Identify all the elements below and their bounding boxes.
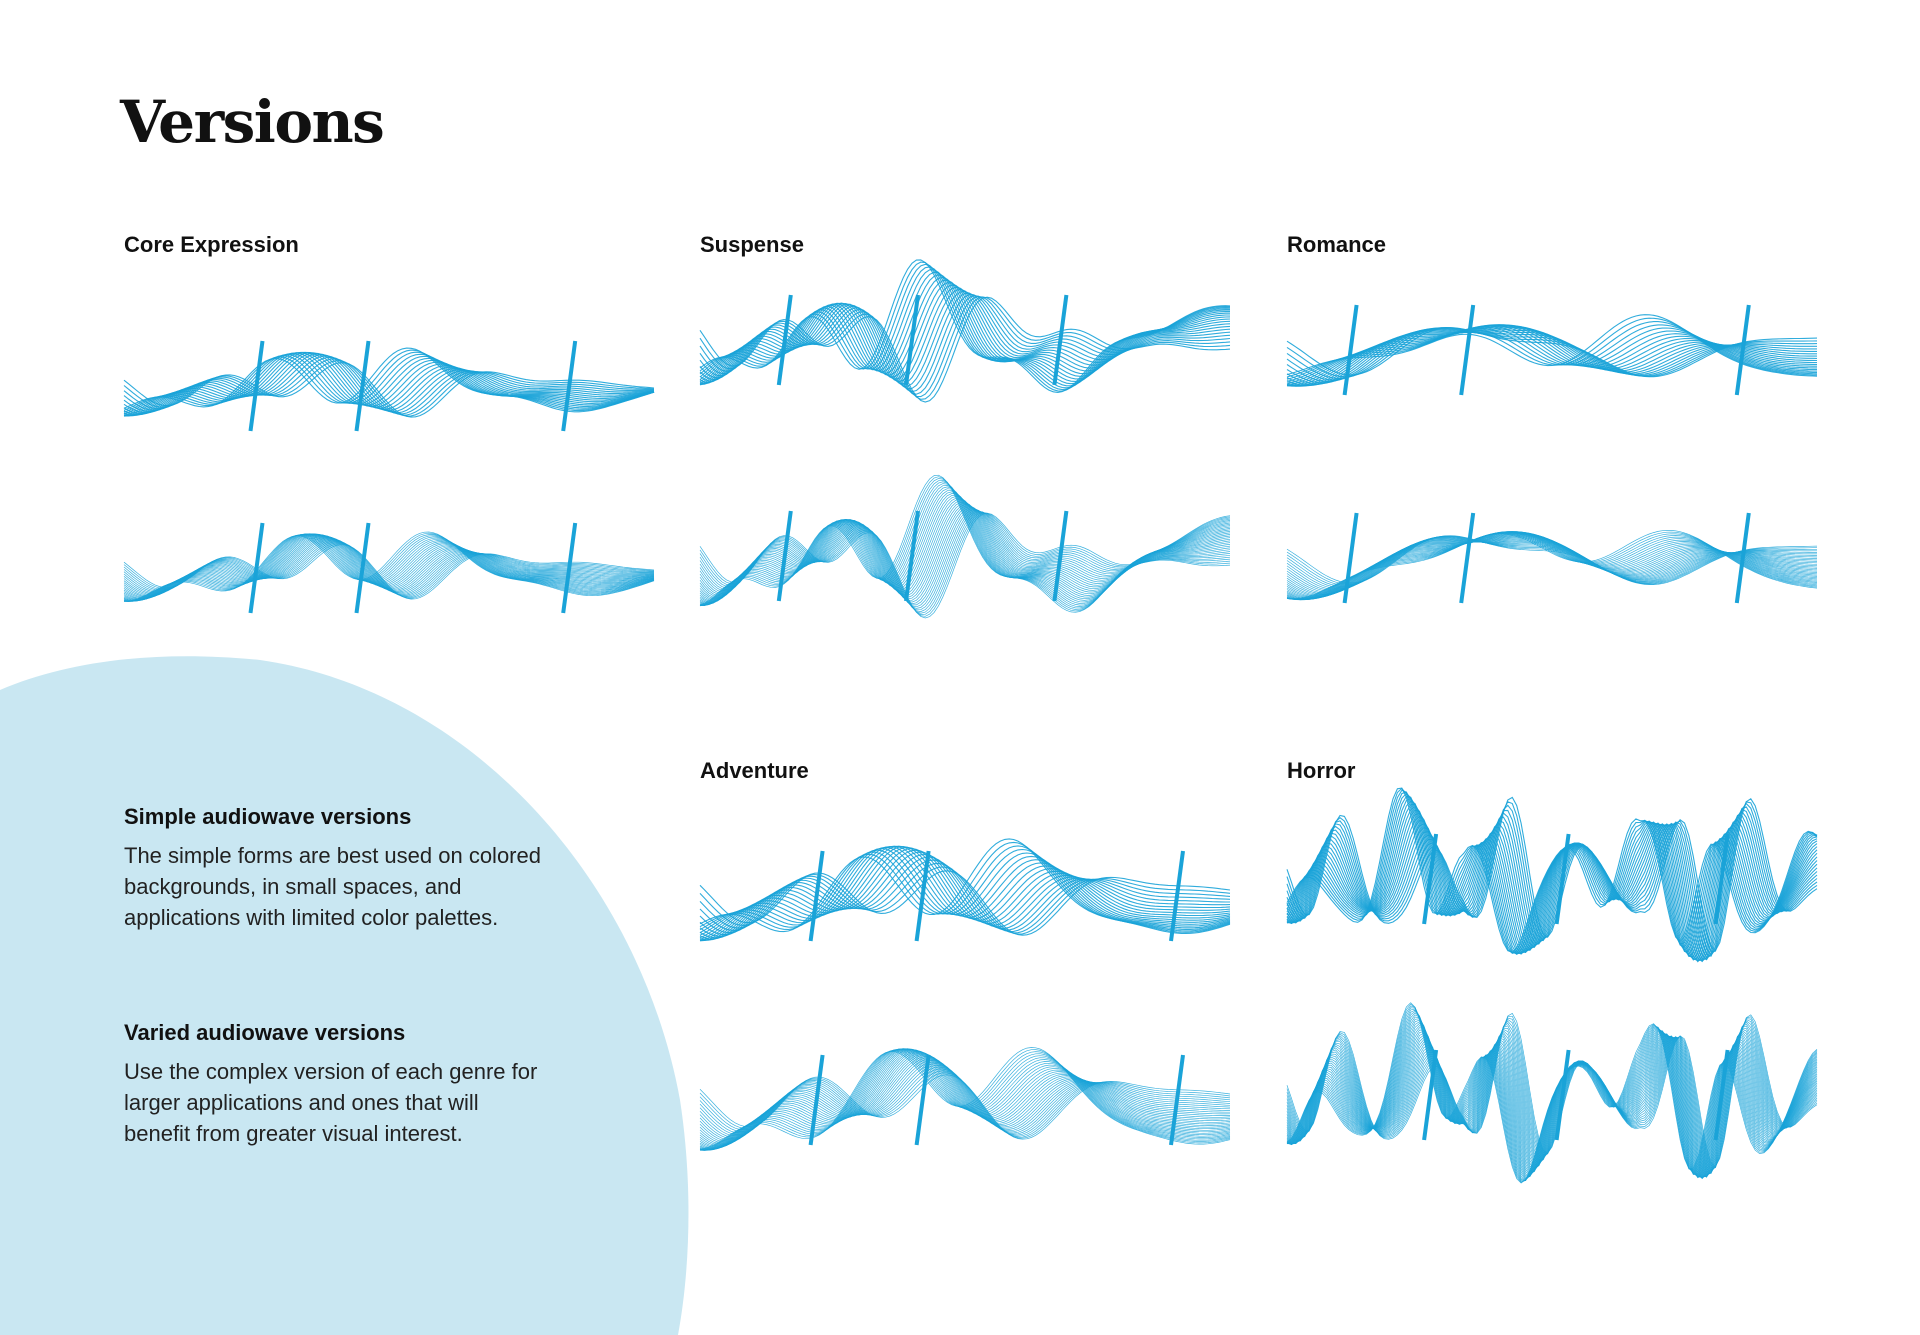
wave-cut-mark [1461,305,1473,395]
core-expression-label: Core Expression [124,232,299,257]
horror-wave-varied [1287,990,1817,1190]
suspense-label: Suspense [700,232,804,257]
wave-cut-mark [251,341,263,431]
romance-wave-simple [1287,270,1817,470]
wave-cut-mark [917,851,929,941]
wave-line [1287,1006,1817,1182]
core-expression-wave-varied [124,468,654,668]
suspense-wave-simple [700,240,1230,440]
suspense-wave-varied [700,456,1230,656]
wave-cut-mark [357,341,369,431]
adventure-wave-simple [700,806,1230,1006]
adventure-wave-varied [700,1010,1230,1210]
horror-wave-simple [1287,774,1817,974]
varied-versions-section [124,1020,544,1149]
simple-versions-body: The simple forms are best used on colored backgrounds, in small spaces, and applications with limited color palettes. [124,843,541,930]
simple-versions-heading: Simple audiowave versions [124,804,412,829]
varied-versions-body: Use the complex version of each genre for larger applications and ones that will benefit from greater visual interest. [124,1059,538,1146]
wave-cut-mark [1345,513,1357,603]
wave-cut-mark [1345,305,1357,395]
horror-label: Horror [1287,758,1356,783]
adventure-label: Adventure [700,758,809,783]
varied-versions-heading: Varied audiowave versions [124,1020,406,1045]
romance-label: Romance [1287,232,1387,257]
wave-line [1287,1004,1817,1182]
wave-cut-mark [1461,513,1473,603]
page-title: Versions [120,88,384,156]
simple-versions-section [124,804,544,933]
wave-line [1287,1008,1817,1181]
core-expression-wave-simple [124,286,654,486]
romance-wave-varied [1287,478,1817,678]
